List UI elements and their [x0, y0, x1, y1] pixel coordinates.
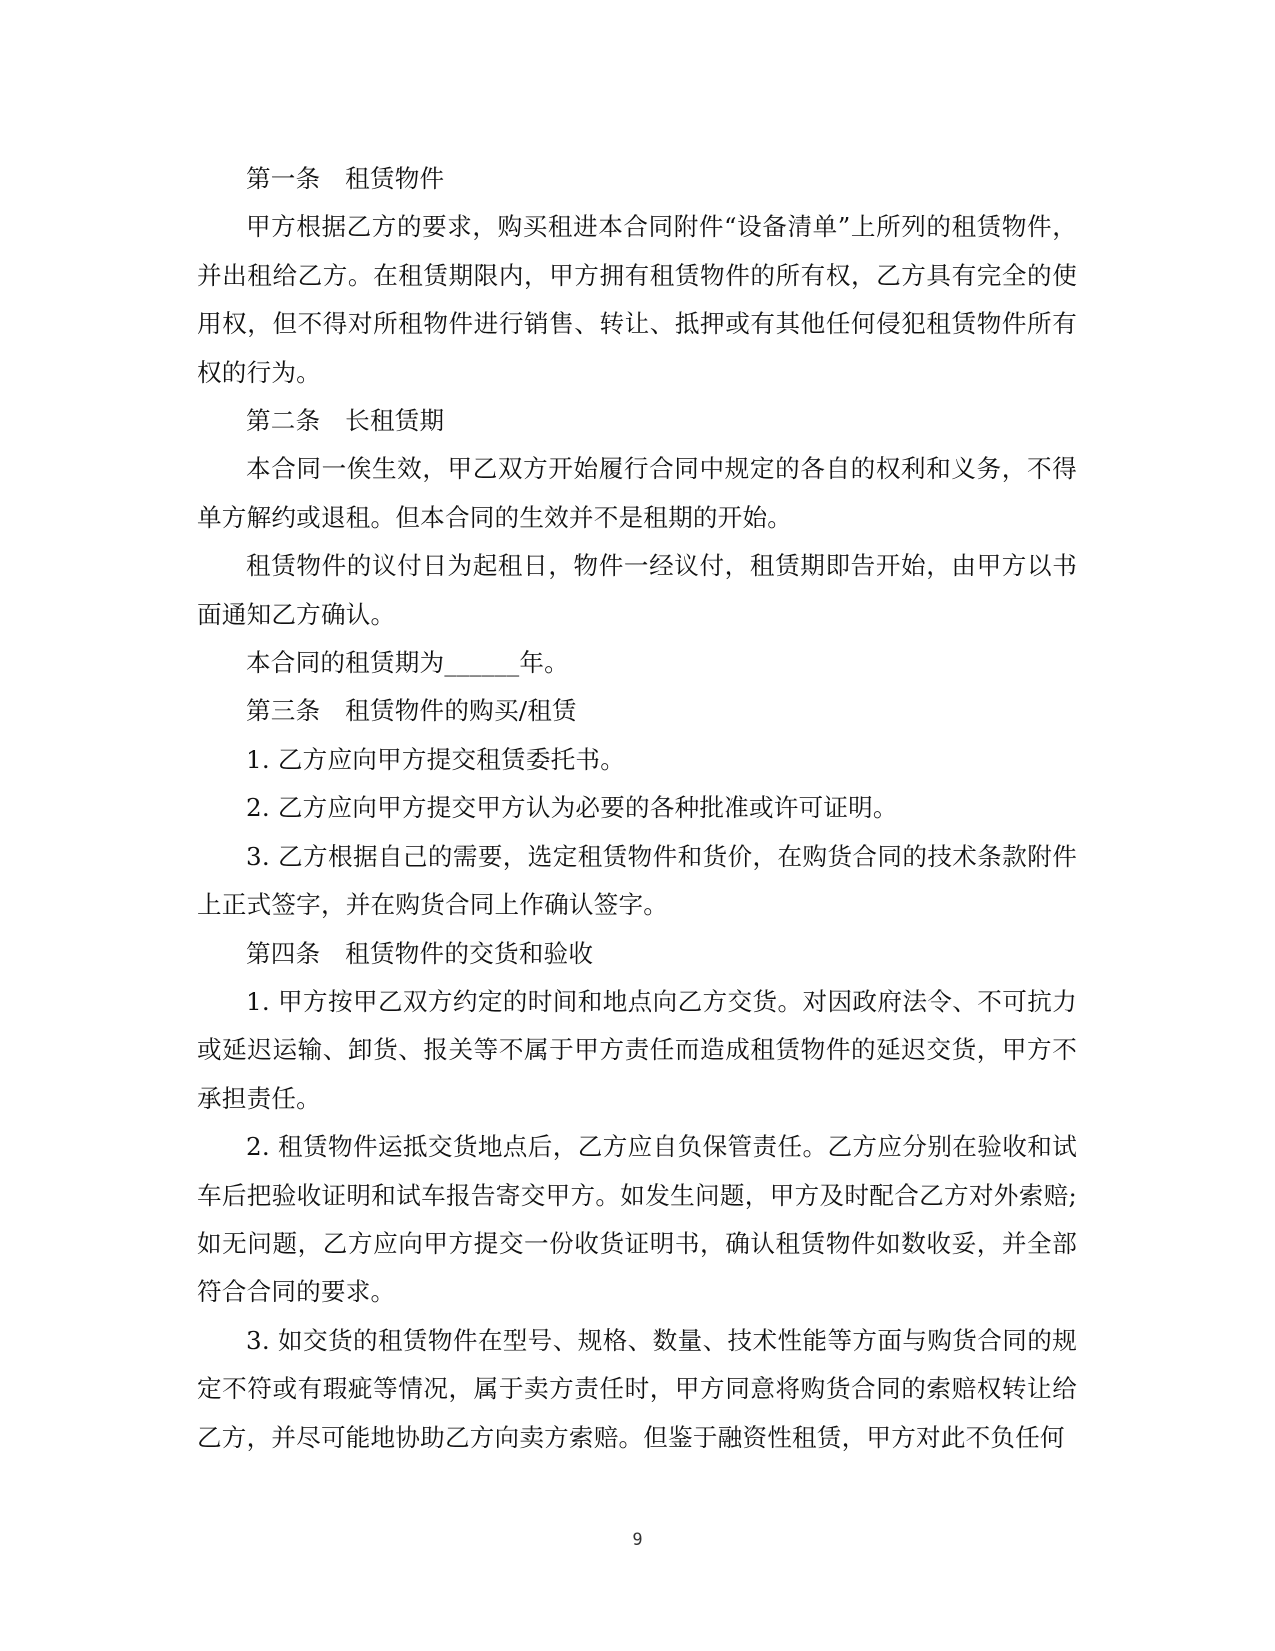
- article-2-paragraph-2: 租赁物件的议付日为起租日，物件一经议付，租赁期即告开始，由甲方以书面通知乙方确认。: [197, 551, 1077, 629]
- article-4-item-3: 3. 如交货的租赁物件在型号、规格、数量、技术性能等方面与购货合同的规定不符或有瑕疵等情况，属于卖方责任时，甲方同意将购货合同的索赔权转让给乙方，并尽可能地协助乙方向卖方索赔。但鉴于融资性租赁，甲方对此不负任何: [197, 1325, 1077, 1452]
- document-body: [197, 155, 1077, 1462]
- page-number: 9: [632, 1530, 643, 1550]
- article-1-paragraph: 甲方根据乙方的要求，购买租进本合同附件“设备清单”上所列的租赁物件，并出租给乙方。在租赁期限内，甲方拥有租赁物件的所有权，乙方具有完全的使用权，但不得对所租物件进行销售、转让、抵押或有其他任何侵犯租赁物件所有权的行为。: [197, 212, 1077, 387]
- article-2-heading: 第二条 长租赁期: [246, 406, 445, 436]
- article-4-heading: 第四条 租赁物件的交货和验收: [246, 938, 594, 968]
- article-3-heading: 第三条 租赁物件的购买/租赁: [246, 696, 577, 726]
- article-2-paragraph-3: 本合同的租赁期为______年。: [246, 648, 569, 678]
- article-3-item-3: 3. 乙方根据自己的需要，选定租赁物件和货价，在购货合同的技术条款附件上正式签字，并在购货合同上作确认签字。: [197, 841, 1077, 920]
- article-2-paragraph-1: 本合同一俟生效，甲乙双方开始履行合同中规定的各自的权利和义务，不得单方解约或退租。但本合同的生效并不是租期的开始。: [197, 454, 1077, 532]
- article-3-item-2: 2. 乙方应向甲方提交甲方认为必要的各种批准或许可证明。: [246, 793, 898, 823]
- article-4-item-2: 2. 租赁物件运抵交货地点后，乙方应自负保管责任。乙方应分别在验收和试车后把验收证明和试车报告寄交甲方。如发生问题，甲方及时配合乙方对外索赔;如无问题，乙方应向甲方提交一份收货证明书，确认租赁物件如数收妥，并全部符合合同的要求。: [197, 1132, 1077, 1307]
- article-3-item-1: 1. 乙方应向甲方提交租赁委托书。: [246, 744, 625, 774]
- article-4-item-1: 1. 甲方按甲乙双方约定的时间和地点向乙方交货。对因政府法令、不可抗力或延迟运输、卸货、报关等不属于甲方责任而造成租赁物件的延迟交货，甲方不承担责任。: [197, 986, 1077, 1113]
- article-1-heading: 第一条 租赁物件: [246, 164, 445, 193]
